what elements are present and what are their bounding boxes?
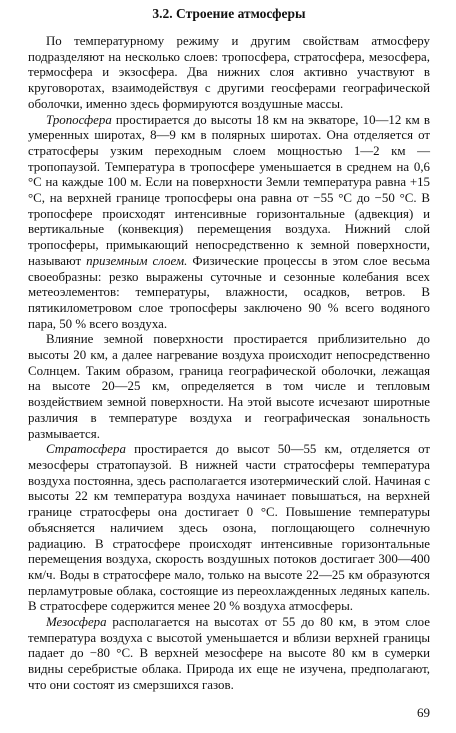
text-run: располагается на высотах от 55 до 80 км, в этом слое температура воздуха с высотой уменьшается и вблизи верхней границы падает до −80 °С. В верхней мезосфере на высоте 80 км в сумерки видны серебристые облака. Природа их еще не изучена, предполагают, что они состоят из смерзшихся газов.	[28, 615, 430, 692]
paragraph	[28, 442, 430, 615]
italic-term: приземным слоем.	[86, 253, 188, 268]
body-text	[28, 34, 430, 694]
paragraph	[28, 615, 430, 694]
text-run: простирается до высот 50—55 км, отделяется от мезосферы стратопаузой. В нижней части стратосферы температура воздуха постоянна, здесь располагается изотермический слой. Начиная с высоты 22 км температура воздуха начинает повышаться, на верхней границе стратосферы она достигает 0 °С. Повышение температуры объясняется наличием здесь озона, поглощающего солнечную радиацию. В стратосфере происходят интенсивные горизонтальные перемещения воздуха, скорость воздушных потоков достигает 300—400 км/ч. Воды в стратосфере мало, только на высоте 22—25 км образуются перламутровые облака, состоящие из переохлажденных ледяных капель. В стратосфере содержится менее 20 % воздуха атмосферы.	[28, 442, 430, 614]
section-title: 3.2. Строение атмосферы	[152, 6, 306, 21]
text-run: По температурному режиму и другим свойствам атмосферу подразделяют на несколько слоев: тропосфера, стратосфера, мезосфера, термосфера и экзосфера. Два нижних слоя активно участвуют в круговоротах, взаимодействуя с другими геосферами географической оболочки, именно здесь формируются воздушные массы.	[28, 34, 430, 111]
paragraph	[28, 332, 430, 442]
paragraph	[28, 34, 430, 113]
text-run: Влияние земной поверхности простирается приблизительно до высоты 20 км, а далее нагревание воздуха происходит непосредственно Солнцем. Таким образом, граница географической оболочки, лежащая на высоте 20—25 км, определяется в том числе и тепловым воздействием земной поверхности. На этой высоте исчезают широтные различия в температуре воздуха и географическая зональность размывается.	[28, 332, 430, 441]
italic-term: Тропосфера	[46, 112, 112, 127]
paragraph	[28, 113, 430, 333]
text-run: Физические процессы в этом слое весьма своеобразны: резко выражены суточные и сезонные колебания всех метеоэлементов: температуры, влажности, осадков, ветров. В пятикилометровом слое тропосферы заключено 90 % всего водяного пара, 50 % всего воздуха.	[28, 253, 430, 331]
italic-term: Стратосфера	[46, 442, 126, 457]
italic-term: Мезосфера	[46, 615, 107, 630]
text-run: простирается до высоты 18 км на экваторе, 10—12 км в умеренных широтах, 8—9 км в полярных широтах. Она отделяется от стратосферы узким переходным слоем мощностью 1—2 км — тропопаузой. Температура в тропосфере уменьшается в среднем на 0,6 °С на каждые 100 м. Если на поверхности Земли температура равна +15 °С, на верхней границе тропосферы она равна от −55 °С до −50 °С. В тропосфере происходят интенсивные горизонтальные (адвекция) и вертикальные (конвекция) перемещения воздуха. Нижний слой тропосферы, примыкающий непосредственно к земной поверхности, называют	[28, 112, 430, 268]
page-number: 69	[417, 705, 430, 720]
